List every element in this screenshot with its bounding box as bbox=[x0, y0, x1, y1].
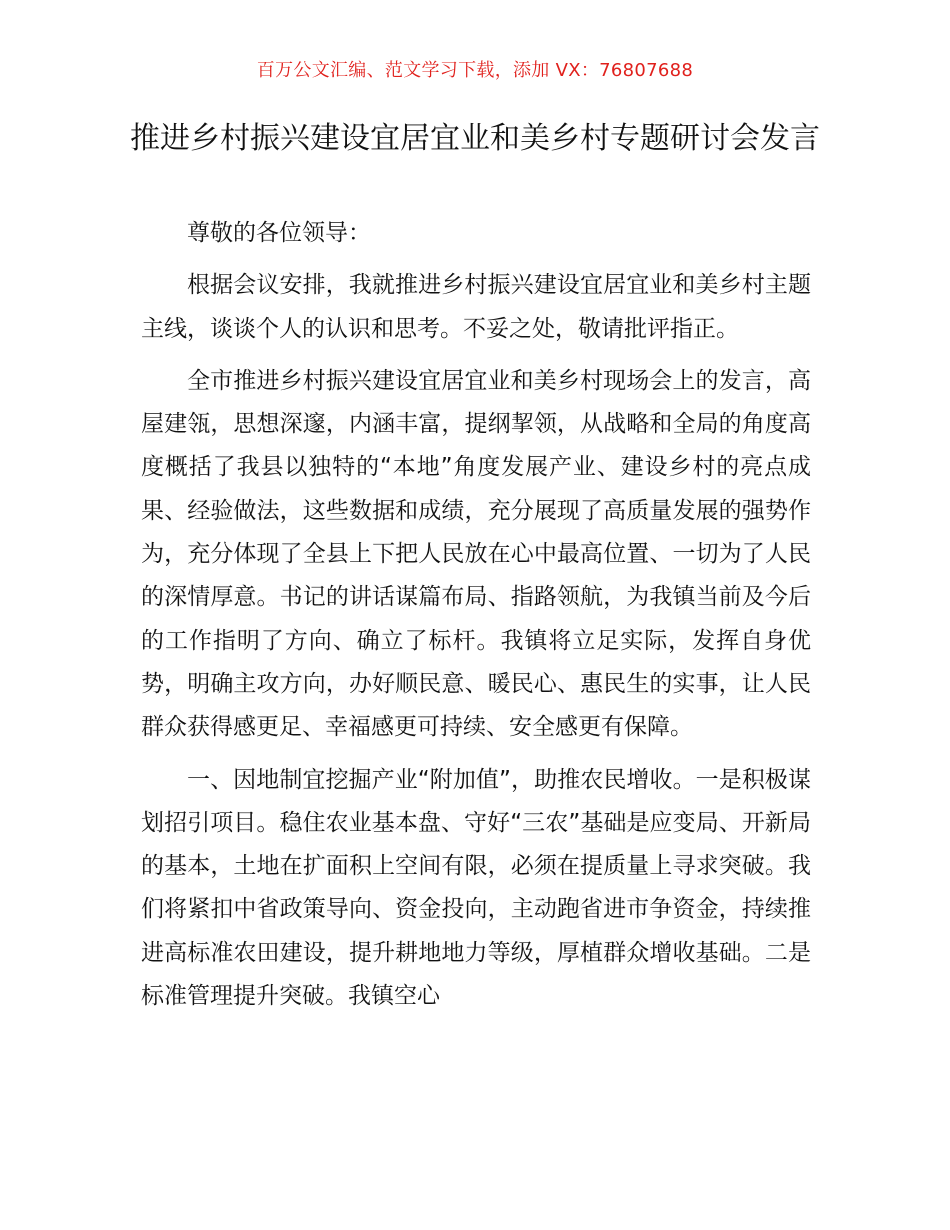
paragraph-context: 全市推进乡村振兴建设宜居宜业和美乡村现场会上的发言，高屋建瓴，思想深邃，内涵丰富，提纲挈领，从战略和全局的角度高度概括了我县以独特的“本地”角度发展产业、建设乡村的亮点成果、经验做法，这些数据和成绩，充分展现了高质量发展的强势作为，充分体现了全县上下把人民放在心中最高位置、一切为了人民的深情厚意。书记的讲话谋篇布局、指路领航，为我镇当前及今后的工作指明了方向、确立了标杆。我镇将立足实际，发挥自身优势，明确主攻方向，办好顺民意、暖民心、惠民生的实事，让人民群众获得感更足、幸福感更可持续、安全感更有保障。 bbox=[141, 367, 811, 741]
paragraph-section-one: 一、因地制宜挖掘产业“附加值”，助推农民增收。一是积极谋划招引项目。稳住农业基本盘、守好“三农”基础是应变局、开新局的基本，土地在扩面积上空间有限，必须在提质量上寻求突破。我们将紧扣中省政策导向、资金投向，主动跑省进市争资金，持续推进高标准农田建设，提升耕地地力等级，厚植群众增收基础。二是标准管理提升突破。我镇空心 bbox=[141, 766, 811, 1010]
salutation: 尊敬的各位领导： bbox=[187, 220, 371, 246]
document-title: 推进乡村振兴建设宜居宜业和美乡村专题研讨会发言 bbox=[130, 121, 820, 156]
document-body bbox=[141, 212, 811, 1027]
paragraph-intro: 根据会议安排，我就推进乡村振兴建设宜居宜业和美乡村主题主线，谈谈个人的认识和思考。不妥之处，敬请批评指正。 bbox=[141, 272, 811, 342]
header-promo-note: 百万公文汇编、范文学习下载，添加 VX：76807688 bbox=[256, 60, 694, 81]
